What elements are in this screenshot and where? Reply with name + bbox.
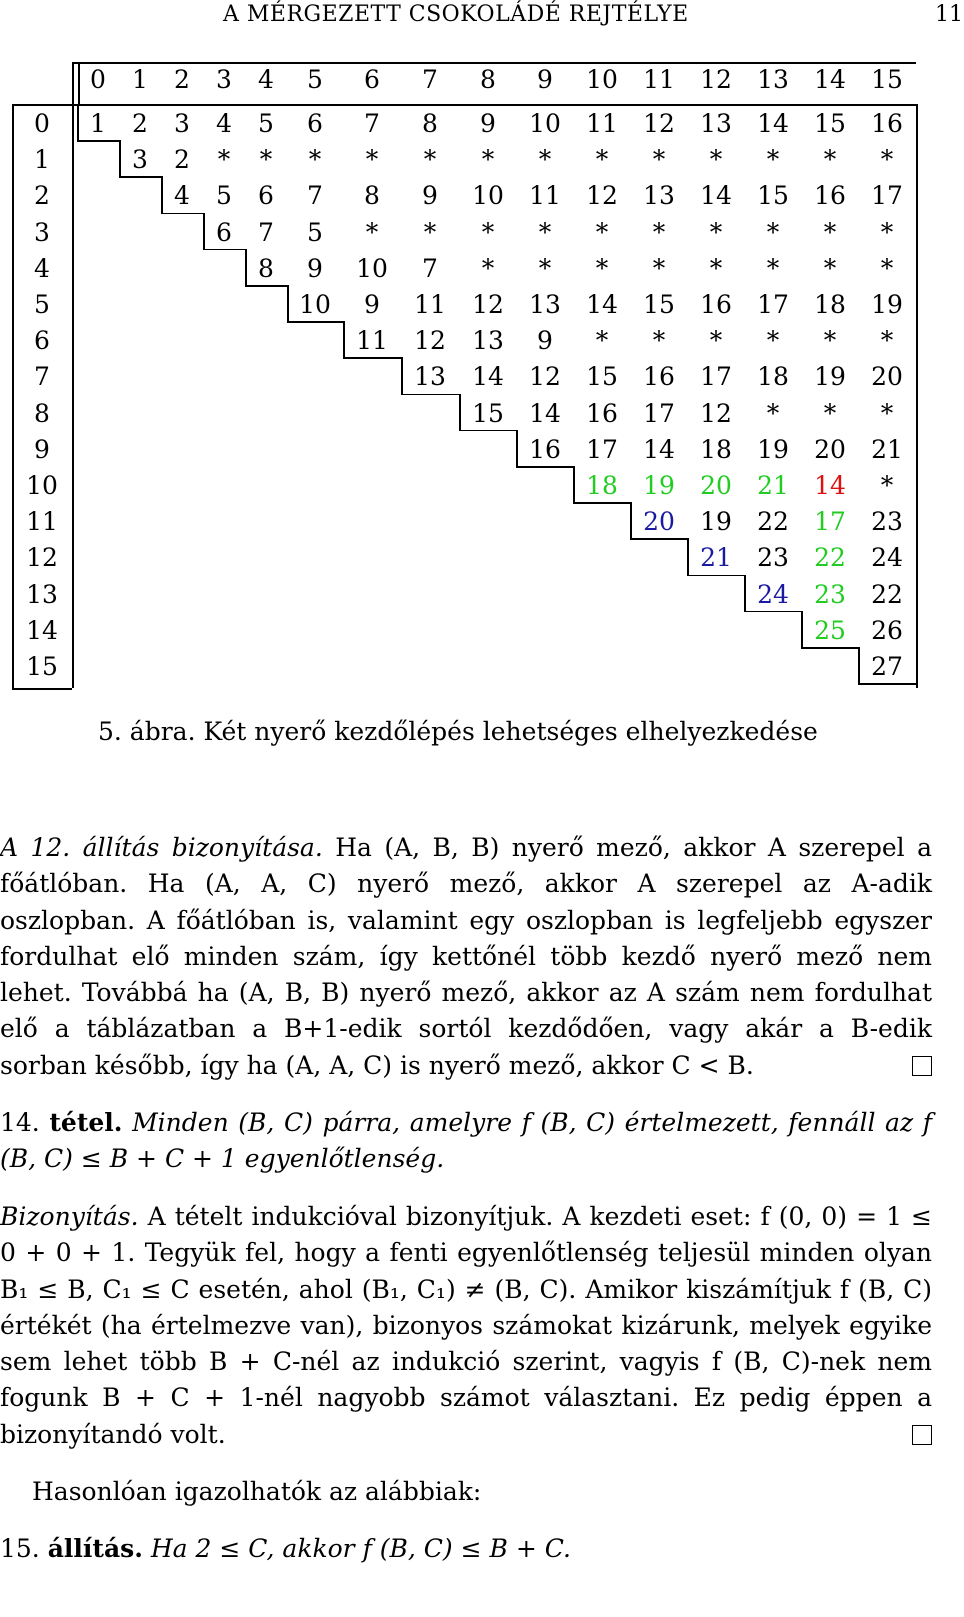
table-cell: 20 [814,434,846,464]
table-cell: * [365,145,379,175]
table-cell: * [823,398,837,428]
table-cell: 26 [871,615,903,645]
staircase-vertical [744,575,746,611]
table-cell: 6 [216,217,232,247]
table-cell: 15 [472,398,504,428]
column-header: 12 [700,65,732,94]
table-cell: * [652,326,666,356]
table-cell: 8 [422,109,438,138]
staircase-horizontal [343,357,401,359]
table-cell: 19 [643,471,675,500]
table-cell: 20 [700,471,732,500]
staircase-horizontal [287,321,343,323]
running-title: A MÉRGEZETT CSOKOLÁDÉ REJTÉLYE [223,2,689,27]
staircase-horizontal [630,538,687,540]
table-cell: 23 [814,579,846,609]
staircase-horizontal [401,394,459,396]
table-cell: 22 [871,579,903,609]
table-cell: * [766,326,780,356]
staircase-vertical [245,249,247,285]
table-cell: 3 [132,145,148,175]
table-cell: 12 [414,326,446,356]
table-cell: 15 [643,290,675,319]
table-cell: 7 [364,109,380,138]
staircase-vertical [203,213,205,249]
table-cell: * [423,217,437,247]
table-cell: 12 [586,181,618,211]
table-cell: * [652,217,666,247]
table-top-rule [72,62,916,64]
table-cell: 9 [537,326,553,356]
table-cell: 17 [586,434,618,464]
table-cell: * [766,217,780,247]
table-cell: 13 [529,290,561,319]
column-header: 10 [586,65,618,94]
table-cell: 10 [356,253,388,283]
table-cell: 14 [814,471,846,500]
table-cell: 11 [586,109,618,138]
table-cell: * [823,217,837,247]
page-number: 11 [935,2,963,27]
table-cell: 20 [643,507,675,537]
table-cell: 7 [307,181,323,211]
row-header: 11 [26,507,58,537]
table-cell: 14 [757,109,789,138]
table-cell: * [308,145,322,175]
theorem-number: 14. [0,1108,40,1137]
table-cell: 19 [871,290,903,319]
table-cell: 15 [586,362,618,392]
table-cell: * [652,253,666,283]
column-header: 8 [480,65,496,94]
table-cell: * [880,398,894,428]
table-cell: * [709,217,723,247]
staircase-vertical [687,538,689,574]
table-cell: 17 [757,290,789,319]
table-cell: * [766,398,780,428]
column-header: 5 [307,65,323,94]
row-header: 0 [34,109,50,138]
row-header: 3 [34,217,50,247]
column-header: 0 [90,65,106,94]
table-cell: 4 [174,181,190,211]
table-cell: * [880,253,894,283]
table-cell: 15 [814,109,846,138]
staircase-horizontal [459,430,516,432]
staircase-horizontal [801,647,858,649]
row-header: 1 [34,145,50,175]
table-cell: * [538,253,552,283]
table-cell: * [595,145,609,175]
claim-15 [0,1531,932,1567]
row-header: 9 [34,434,50,464]
table-cell: 11 [529,181,561,211]
table-cell: 3 [174,109,190,138]
table-cell: 2 [174,145,190,175]
claim-text: Ha 2 ≤ C, akkor f (B, C) ≤ B + C. [142,1534,571,1563]
row-header: 14 [26,615,58,645]
table-cell: 9 [480,109,496,138]
claim-number: 15. [0,1534,40,1563]
staircase-vertical [161,176,163,212]
staircase-vertical [77,104,79,140]
table-cell: 13 [414,362,446,392]
proof-text: A tételt indukcióval bizonyítjuk. A kezdeti eset: f (0, 0) = 1 ≤ 0 + 0 + 1. Tegyük fel, hogy a fenti egyenlőtlenség teljesül minden olyan B₁ ≤ B, C₁ ≤ C esetén, ahol (B₁, C₁) ≠ (B, C). Amikor kiszámítjuk f (B, C) értékét (ha értelmezve van), bizonyos számokat kizárunk, melyek egyike sem lehet több B + C-nél az indukció szerint, vagyis f (B, C)-nek nem fogunk B + C + 1-nél nagyobb számot választani. Ez pedig éppen a bizonyítandó volt. [0,1202,932,1449]
claim-12-proof [0,830,932,1084]
table-cell: 18 [700,434,732,464]
qed-box-icon [912,1425,932,1445]
table-cell: * [880,145,894,175]
table-cell: * [481,217,495,247]
header-rule [12,104,916,106]
table-cell: 5 [258,109,274,138]
staircase-horizontal [744,611,801,613]
column-header: 9 [537,65,553,94]
column-header: 2 [174,65,190,94]
column-header: 3 [216,65,232,94]
table-cell: 23 [757,543,789,573]
table-cell: 22 [757,507,789,537]
row-header: 12 [26,543,58,573]
table-cell: 8 [364,181,380,211]
table-cell: * [595,326,609,356]
column-header: 15 [871,65,903,94]
table-cell: * [538,145,552,175]
table-cell: * [259,145,273,175]
table-cell: 18 [586,471,618,500]
staircase-vertical [573,466,575,502]
table-cell: 16 [529,434,561,464]
figure-caption: 5. ábra. Két nyerő kezdőlépés lehetséges elhelyezkedése [98,717,818,746]
table-cell: 6 [307,109,323,138]
table-cell: 10 [299,290,331,319]
table-cell: 8 [258,253,274,283]
table-cell: 11 [414,290,446,319]
column-header: 4 [258,65,274,94]
table-cell: 7 [258,217,274,247]
claim-label: állítás. [47,1534,143,1563]
staircase-horizontal [77,140,119,142]
table-cell: 18 [757,362,789,392]
row-header: 15 [26,652,58,681]
table-cell: 14 [472,362,504,392]
table-cell: * [880,326,894,356]
staircase-horizontal [858,683,916,685]
table-cell: 10 [472,181,504,211]
row-header: 7 [34,362,50,392]
table-cell: * [766,145,780,175]
table-cell: 16 [814,181,846,211]
proof-text: Ha (A, B, B) nyerő mező, akkor A szerepel a főátlóban. Ha (A, A, C) nyerő mező, akkor A szerepel az A-adik oszlopban. A főátlóban is, valamint egy oszlopban is legfeljebb egyszer fordulhat elő minden szám, így kettőnél több kezdő nyerő mező nem lehet. Továbbá ha (A, B, B) nyerő mező, akkor az A szám nem fordulhat elő a táblázatban a B+1-edik sortól kezdődően, vagy akár a B-edik sorban később, így ha (A, A, C) is nyerő mező, akkor C < B. [0,833,932,1080]
table-cell: 19 [814,362,846,392]
table-cell: 19 [757,434,789,464]
table-cell: 4 [216,109,232,138]
theorem-text: Minden (B, C) párra, amelyre f (B, C) értelmezett, fennáll az f (B, C) ≤ B + C + 1 egyenlőtlenség. [0,1108,932,1174]
table-cell: 19 [700,507,732,537]
qed-box-icon [912,1056,932,1076]
table-right-rule [916,104,918,688]
staircase-horizontal [573,502,630,504]
table-cell: 16 [700,290,732,319]
table-cell: 1 [90,109,106,138]
column-header: 13 [757,65,789,94]
table-cell: * [709,326,723,356]
proof-label: Bizonyítás. [0,1202,139,1231]
row-header: 8 [34,398,50,428]
table-cell: * [709,145,723,175]
table-cell: 14 [700,181,732,211]
table-cell: 5 [307,217,323,247]
column-header: 14 [814,65,846,94]
column-header: 1 [132,65,148,94]
table-cell: 13 [643,181,675,211]
table-cell: 23 [871,507,903,537]
staircase-vertical [343,321,345,357]
table-cell: 17 [643,398,675,428]
staircase-vertical [630,502,632,538]
table-cell: 16 [586,398,618,428]
staircase-horizontal [119,176,161,178]
table-cell: * [823,253,837,283]
row-header: 6 [34,326,50,356]
table-cell: 12 [472,290,504,319]
table-cell: 11 [356,326,388,356]
table-cell: 14 [643,434,675,464]
table-cell: * [880,217,894,247]
table-cell: * [481,253,495,283]
table-cell: * [217,145,231,175]
table-cell: 21 [700,543,732,573]
table-cell: 9 [307,253,323,283]
proof-label: A 12. állítás bizonyítása. [0,833,323,862]
table-cell: 14 [529,398,561,428]
row-header: 5 [34,290,50,319]
table-cell: 6 [258,181,274,211]
table-cell: 7 [422,253,438,283]
table-cell: 16 [871,109,903,138]
staircase-horizontal [516,466,573,468]
row-header-divider-double [78,62,80,104]
table-cell: 21 [757,471,789,500]
table-cell: 9 [364,290,380,319]
staircase-horizontal [687,575,744,577]
staircase-vertical [459,394,461,430]
similar-line [0,1474,964,1510]
table-cell: 13 [700,109,732,138]
table-cell: 14 [586,290,618,319]
table-cell: 17 [700,362,732,392]
table-cell: 9 [422,181,438,211]
row-header: 13 [26,579,58,609]
row-header: 10 [26,471,58,500]
table-cell: 24 [757,579,789,609]
table-cell: 13 [472,326,504,356]
table-cell: * [481,145,495,175]
row-header-divider [72,62,74,688]
table-cell: 20 [871,362,903,392]
theorem-14 [0,1105,932,1178]
staircase-horizontal [203,249,245,251]
table-cell: 5 [216,181,232,211]
column-header: 6 [364,65,380,94]
row-header: 2 [34,181,50,211]
staircase-vertical [516,430,518,466]
table-cell: 2 [132,109,148,138]
table-cell: * [823,326,837,356]
table-bottom-rule [12,688,72,690]
table-left-rule [12,104,14,688]
staircase-table [0,0,960,710]
table-cell: 16 [643,362,675,392]
table-cell: 21 [871,434,903,464]
table-cell: 12 [643,109,675,138]
table-cell: * [595,217,609,247]
table-cell: 22 [814,543,846,573]
column-header: 7 [422,65,438,94]
table-cell: * [595,253,609,283]
table-cell: 15 [757,181,789,211]
table-cell: 17 [814,507,846,537]
table-cell: 17 [871,181,903,211]
staircase-vertical [401,357,403,393]
table-cell: 24 [871,543,903,573]
table-cell: * [538,217,552,247]
proof-block [0,1199,932,1453]
table-cell: 12 [529,362,561,392]
staircase-vertical [119,140,121,176]
table-cell: * [423,145,437,175]
table-cell: * [365,217,379,247]
table-cell: 27 [871,652,903,681]
table-cell: * [652,145,666,175]
staircase-horizontal [161,213,203,215]
staircase-horizontal [245,285,287,287]
table-cell: 10 [529,109,561,138]
table-cell: * [709,253,723,283]
table-cell: 25 [814,615,846,645]
theorem-label: tétel. [49,1108,123,1137]
column-header: 11 [643,65,675,94]
similar-text: Hasonlóan igazolhatók az alábbiak: [32,1477,482,1506]
table-cell: 12 [700,398,732,428]
table-cell: * [823,145,837,175]
row-header: 4 [34,253,50,283]
table-cell: 18 [814,290,846,319]
table-cell: * [880,471,894,500]
staircase-vertical [801,611,803,647]
staircase-vertical [858,647,860,683]
table-cell: * [766,253,780,283]
staircase-vertical [287,285,289,321]
